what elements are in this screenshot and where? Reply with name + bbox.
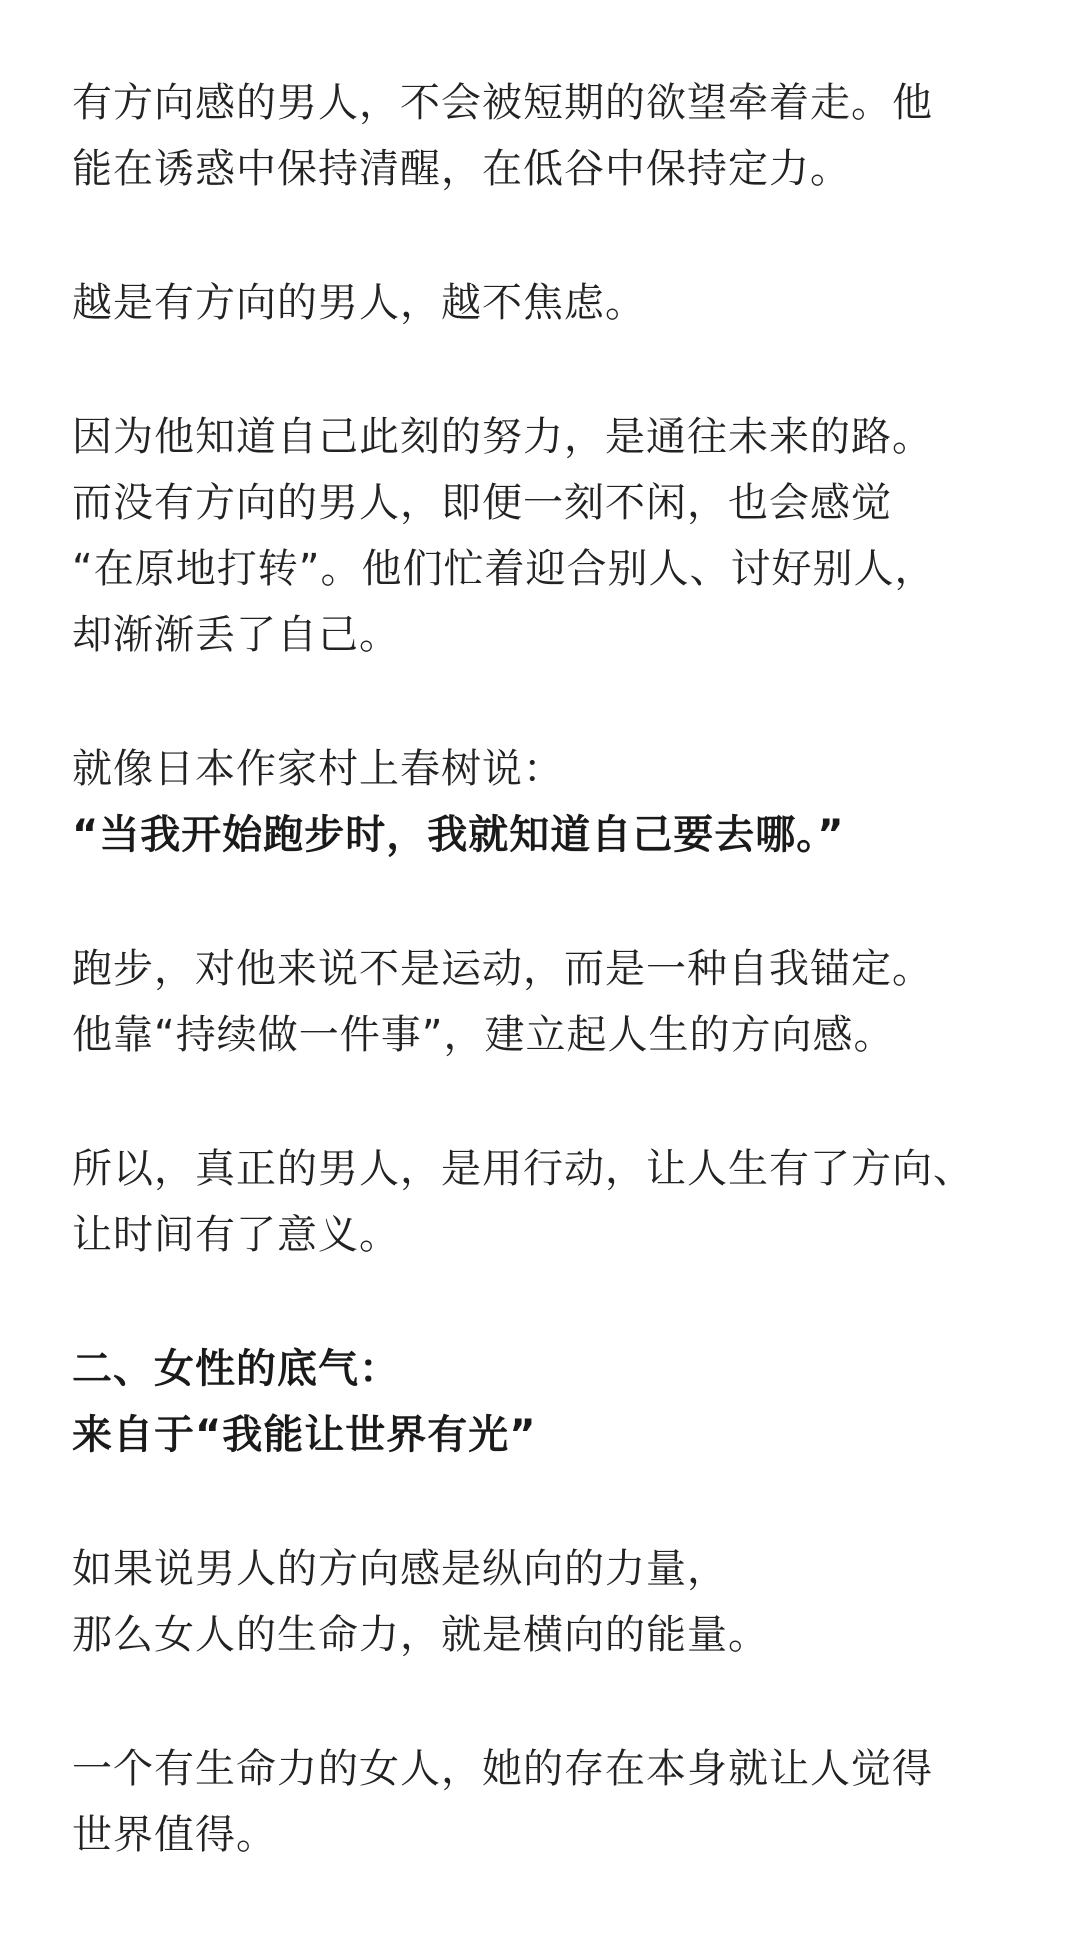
text-line: 世界值得。 [72,1812,277,1858]
text-line: 就像日本作家村上春树说： [72,746,564,792]
paragraph-direction-intro [72,70,1032,202]
paragraph-conclusion [72,1136,1032,1268]
text-line: “在原地打转”。他们忙着迎合别人、讨好别人， [72,546,936,592]
text-line: 如果说男人的方向感是纵向的力量， [72,1546,728,1592]
text-line: 跑步，对他来说不是运动，而是一种自我锚定。 [72,946,933,992]
paragraph-energy [72,1536,1032,1668]
paragraph-vitality [72,1736,1032,1868]
text-line: 能在诱惑中保持清醒，在低谷中保持定力。 [72,146,851,192]
text-line: 却渐渐丢了自己。 [72,612,400,658]
quote-line: “当我开始跑步时，我就知道自己要去哪。” [72,812,845,858]
text-line: 因为他知道自己此刻的努力，是通往未来的路。 [72,414,933,460]
heading-line: 二、女性的底气： [72,1346,400,1392]
section-heading [72,1336,1032,1468]
paragraph-quote [72,736,1032,868]
text-line: 那么女人的生命力，就是横向的能量。 [72,1612,769,1658]
text-line: 有方向感的男人，不会被短期的欲望牵着走。他 [72,80,933,126]
text-line: 所以，真正的男人，是用行动，让人生有了方向、 [72,1146,974,1192]
text-line: 他靠“持续做一件事”，建立起人生的方向感。 [72,1012,895,1058]
paragraph-reason [72,404,1032,668]
heading-line: 来自于“我能让世界有光” [72,1412,537,1458]
paragraph-less-anxious [72,270,1032,336]
text-line: 让时间有了意义。 [72,1212,400,1258]
text-line: 一个有生命力的女人，她的存在本身就让人觉得 [72,1746,933,1792]
text-line: 而没有方向的男人，即便一刻不闲，也会感觉 [72,480,892,526]
paragraph-running [72,936,1032,1068]
article-body [72,70,1032,1936]
text-line: 越是有方向的男人，越不焦虑。 [72,280,646,326]
